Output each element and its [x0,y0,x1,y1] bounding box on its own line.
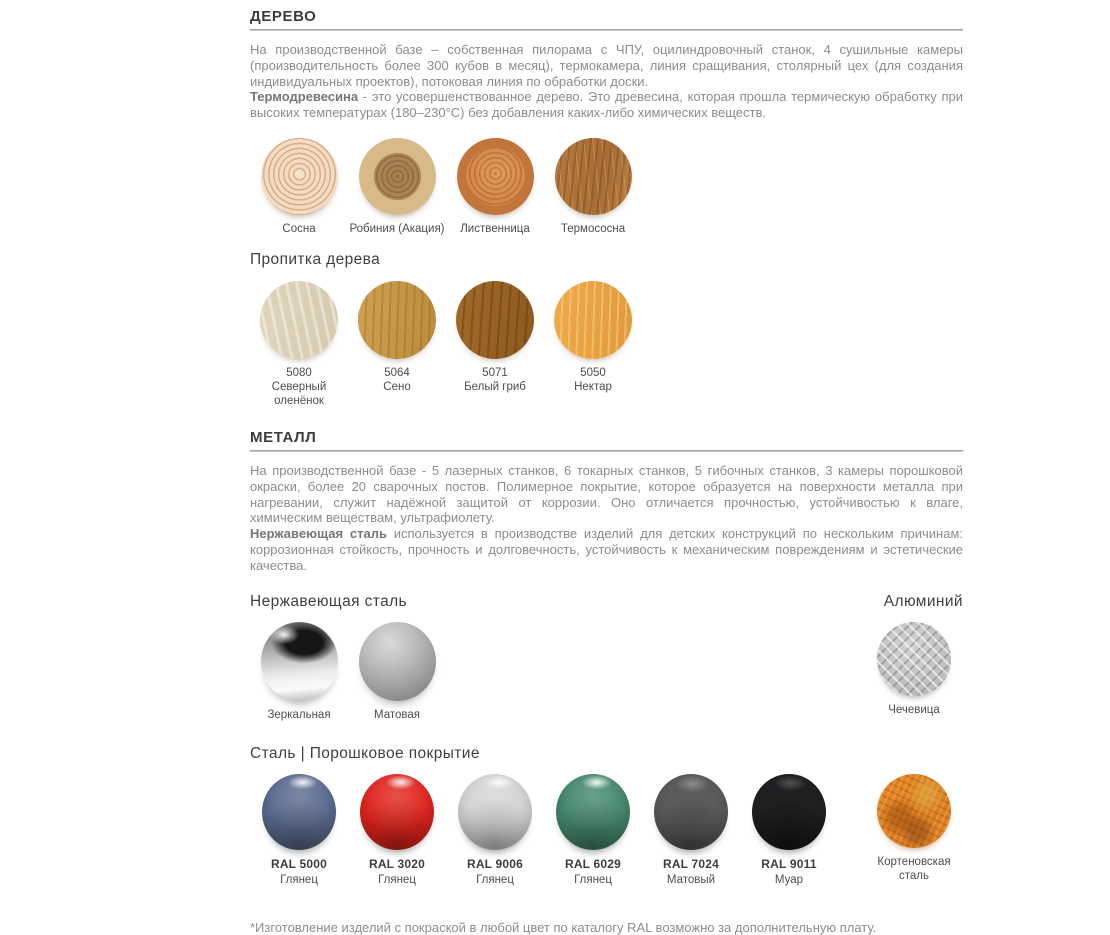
aluminum-lentil-label: Чечевица [888,703,940,716]
wood-section-divider [250,29,963,31]
ral-code: RAL 3020 [368,856,426,871]
impregnation-name: Белый гриб [464,380,526,393]
impregnation-swatch-5050 [554,281,632,359]
stainless-term: Нержавеющая сталь [250,526,387,542]
powder-item [544,774,642,887]
impregnation-item [544,281,642,394]
impregnation-name: Сено [383,380,411,393]
impregnation-code: 5080 [286,366,312,379]
powder-label [467,857,523,887]
wood-paragraph-text: На производственной базе – собственная пилорама с ЧПУ, оцилиндровочный станок, 4 сушильные камеры (производительность более 300 кубов в месяц), термокамера, линия сращивания, столярный цех (для создания индивидуальных проектов), потоковая линия по обработки доски. [250,42,963,89]
robinia-swatch [359,138,436,215]
ral-finish: Глянец [378,873,416,886]
impregnation-label [574,366,612,394]
wood-species-item [250,138,348,236]
impregnation-swatch-5071 [456,281,534,359]
larch-swatch [457,138,534,215]
metal-section [250,429,963,887]
matte-steel-label: Матовая [374,708,420,721]
impregnation-swatch-5064 [358,281,436,359]
impregnation-item [446,281,544,394]
stainless-title: Нержавеющая сталь [250,592,408,610]
impregnation-label [464,366,526,394]
powder-item [250,774,348,887]
corten-item [865,774,963,883]
aluminum-lentil-swatch [877,622,951,696]
corten-steel-label: Кортеновская сталь [877,855,951,882]
impregnation-label [253,366,345,408]
thermowood-term: Термодревесина [250,89,359,105]
thermopine-swatch [555,138,632,215]
ral-finish: Глянец [280,873,318,886]
ral-code: RAL 9006 [466,856,524,871]
ral-9011-swatch [752,774,826,850]
powder-label [369,857,425,887]
wood-section-title: ДЕРЕВО [250,8,317,25]
wood-section [250,8,963,408]
powder-label [565,857,621,887]
impregnation-code: 5050 [580,366,606,379]
impregnation-row [250,281,963,408]
impregnation-name: Северный оленёнок [271,380,327,407]
thermopine-label: Термососна [560,222,626,235]
wood-species-item [544,138,642,236]
impregnation-title: Пропитка дерева [250,250,381,268]
pine-label: Сосна [282,222,316,235]
ral-finish: Глянец [574,873,612,886]
pine-swatch [261,138,338,215]
stainless-item [250,622,348,722]
wood-species-row [250,138,963,236]
ral-3020-swatch [360,774,434,850]
page-content [250,8,963,935]
aluminum-title: Алюминий [883,592,963,610]
corten-steel-swatch [877,774,951,848]
powder-item [642,774,740,887]
metal-paragraph-text: На производственной базе - 5 лазерных станков, 6 токарных станков, 5 гибочных станков, 3 камеры порошковой окраски, более 20 сварочных постов. Полимерное покрытие, которое образуется на поверхности металла при нагревании, служит надёжной защитой от коррозии. Оно отличается прочностью, устойчивостью к влаге, химическим веществам, ультрафиолету. [250,462,963,526]
metal-paragraph [250,463,963,574]
ral-code: RAL 5000 [270,856,328,871]
metal-subheadings-row [250,593,963,611]
impregnation-swatch-5080 [260,281,338,359]
ral-9006-swatch [458,774,532,850]
matte-steel-swatch [359,622,436,701]
powder-item [446,774,544,887]
metal-section-divider [250,450,963,452]
impregnation-item [250,281,348,408]
stainless-aluminum-row [250,622,963,722]
mirror-steel-label: Зеркальная [267,708,331,721]
robinia-label: Робиния (Акация) [349,222,445,235]
powder-item [740,774,838,887]
stainless-item [348,622,446,722]
ral-6029-swatch [556,774,630,850]
powder-label [761,857,816,887]
impregnation-label [383,366,410,394]
stainless-description: используется в производстве изделий для детских конструкций по нескольким причинам: коррозионная стойкость, прочность и долговечность, устойчивость к механическим повреждениям и эстетические качества. [250,526,964,573]
powder-label [271,857,327,887]
powder-item [348,774,446,887]
ral-finish: Глянец [476,873,514,886]
impregnation-name: Нектар [574,380,612,393]
powder-coating-title: Сталь | Порошковое покрытие [250,744,480,762]
ral-7024-swatch [654,774,728,850]
wood-species-item [348,138,446,236]
metal-section-title: МЕТАЛЛ [250,428,317,446]
ral-finish: Муар [774,873,804,886]
impregnation-code: 5064 [384,366,410,379]
powder-label [663,857,719,887]
impregnation-item [348,281,446,394]
ral-5000-swatch [262,774,336,850]
wood-species-item [446,138,544,236]
ral-code: RAL 9011 [761,856,817,871]
ral-finish: Матовый [666,873,716,886]
ral-code: RAL 7024 [662,856,720,871]
mirror-steel-swatch [261,622,338,701]
wood-paragraph [250,42,963,121]
aluminum-item [865,622,963,717]
larch-label: Лиственница [460,222,530,235]
thermowood-description: - это усовершенствованное дерево. Это древесина, которая прошла термическую обработку при высоких температурах (180–230°С) без добавления каких-либо химических веществ. [250,89,963,121]
ral-code: RAL 6029 [564,856,622,871]
footnote: *Изготовление изделий с покраской в любой цвет по каталогу RAL возможно за дополнительную плату. [250,919,877,935]
impregnation-code: 5071 [482,366,508,379]
powder-coating-row [250,774,963,887]
